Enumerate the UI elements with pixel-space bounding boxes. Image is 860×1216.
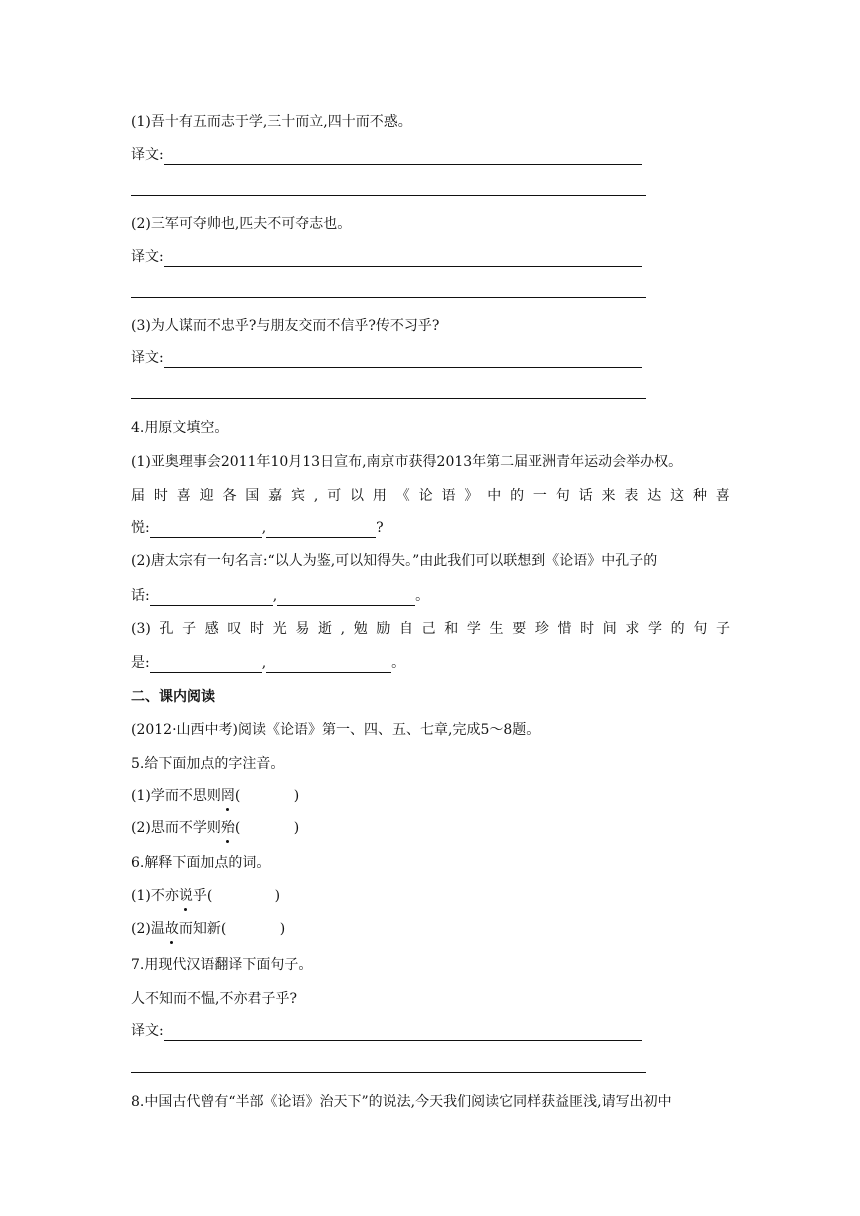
answer-line[interactable] <box>131 297 646 298</box>
period: 。 <box>415 588 430 604</box>
justified-char: 表 <box>624 488 639 504</box>
justified-char: , <box>313 488 319 504</box>
q6-title: 6.解释下面加点的词。 <box>131 855 271 871</box>
comma: , <box>261 655 267 671</box>
fill-blank-2[interactable] <box>266 523 376 538</box>
justified-char: 易 <box>295 621 310 637</box>
q4-item-3-line-1 <box>131 619 730 639</box>
justified-char: 和 <box>444 621 459 637</box>
translation-label: 译文: <box>131 1023 164 1039</box>
q3-item-2-translation <box>131 247 642 267</box>
justified-char: 语 <box>441 488 456 504</box>
justified-char: 宾 <box>291 488 306 504</box>
comma: , <box>261 520 267 536</box>
justified-char: 《 <box>395 488 410 504</box>
justified-char: 生 <box>489 621 504 637</box>
q5-item-1 <box>131 786 299 806</box>
justified-char: 达 <box>647 488 662 504</box>
q6-item-2 <box>131 919 285 939</box>
justified-char: 的 <box>670 621 685 637</box>
period: 。 <box>391 655 406 671</box>
justified-char: 学 <box>466 621 481 637</box>
translation-label: 译文: <box>131 249 164 265</box>
q5-item-2 <box>131 818 299 838</box>
justified-char: 逝 <box>317 621 332 637</box>
justified-char: 孔 <box>159 621 174 637</box>
justified-char: 珍 <box>534 621 549 637</box>
justified-char: 惜 <box>557 621 572 637</box>
translation-label: 译文: <box>131 147 164 163</box>
q4-item-2-line-2 <box>131 586 429 606</box>
dotted-character: 故 <box>164 921 179 937</box>
answer-parens[interactable]: ( ) <box>234 820 300 836</box>
justified-char: 求 <box>625 621 640 637</box>
justified-char: 要 <box>512 621 527 637</box>
q4-item-1-line-3 <box>131 518 384 538</box>
answer-blank[interactable] <box>164 252 642 267</box>
q8-text: 8.中国古代曾有“半部《论语》治天下”的说法,今天我们阅读它同样获益匪浅,请写出初中 <box>131 1094 672 1110</box>
justified-char: 国 <box>245 488 260 504</box>
justified-char: 的 <box>510 488 525 504</box>
justified-char: 学 <box>648 621 663 637</box>
fill-blank-1[interactable] <box>150 523 262 538</box>
justified-char: 时 <box>580 621 595 637</box>
dotted-character: 殆 <box>220 820 235 836</box>
justified-char: 一 <box>532 488 547 504</box>
item-text: (2)温 <box>131 921 165 937</box>
justified-char: 用 <box>372 488 387 504</box>
justified-char: 可 <box>327 488 342 504</box>
line-prefix: 是: <box>131 655 150 671</box>
answer-line[interactable] <box>131 1072 646 1073</box>
line-prefix: 悦: <box>131 520 150 536</box>
item-text: (2)思而不学则 <box>131 820 221 836</box>
item-text: (1)学而不思则 <box>131 788 221 804</box>
answer-parens[interactable]: ( ) <box>234 788 300 804</box>
justified-char: 嘉 <box>268 488 283 504</box>
answer-line[interactable] <box>131 195 646 196</box>
justified-char: 句 <box>555 488 570 504</box>
answer-blank[interactable] <box>164 1026 642 1041</box>
item-text: (1)不亦 <box>131 888 179 904</box>
justified-char: 这 <box>670 488 685 504</box>
justified-char: (3) <box>131 621 151 637</box>
line-prefix: 话: <box>131 588 150 604</box>
justified-char: 论 <box>418 488 433 504</box>
q4-item-1-line-2 <box>131 486 730 506</box>
q3-item-1-translation <box>131 145 642 165</box>
justified-char: 励 <box>376 621 391 637</box>
q7-translation <box>131 1021 642 1041</box>
q3-item-2: (2)三军可夺帅也,匹夫不可夺志也。 <box>131 216 352 232</box>
justified-char: 各 <box>222 488 237 504</box>
q4-item-3-line-2 <box>131 653 405 673</box>
comma: , <box>272 588 278 604</box>
justified-char: 光 <box>272 621 287 637</box>
justified-char: 以 <box>350 488 365 504</box>
q4-item-1-line-1: (1)亚奥理事会2011年10月13日宣布,南京市获得2013年第二届亚洲青年运动会举办权。 <box>131 454 683 470</box>
justified-char: 间 <box>602 621 617 637</box>
justified-char: 己 <box>421 621 436 637</box>
justified-char: 自 <box>398 621 413 637</box>
q5-title: 5.给下面加点的字注音。 <box>131 756 285 772</box>
justified-char: 叹 <box>227 621 242 637</box>
justified-char: 勉 <box>353 621 368 637</box>
dotted-character: 说 <box>178 888 193 904</box>
question-mark: ? <box>376 520 384 536</box>
q7-title: 7.用现代汉语翻译下面句子。 <box>131 957 313 973</box>
answer-blank[interactable] <box>164 353 642 368</box>
translation-label: 译文: <box>131 350 164 366</box>
fill-blank-2[interactable] <box>277 591 415 606</box>
justified-char: 喜 <box>715 488 730 504</box>
q4-item-2-line-1: (2)唐太宗有一句名言:“以人为鉴,可以知得失。”由此我们可以联想到《论语》中孔子的 <box>131 553 658 569</box>
justified-char: 话 <box>578 488 593 504</box>
fill-blank-1[interactable] <box>150 658 262 673</box>
dotted-character: 罔 <box>220 788 235 804</box>
section-heading: 二、课内阅读 <box>131 689 215 705</box>
answer-parens[interactable]: 乎( ) <box>192 888 281 904</box>
justified-char: 》 <box>464 488 479 504</box>
justified-char: 时 <box>153 488 168 504</box>
justified-char: , <box>340 621 346 637</box>
answer-line[interactable] <box>131 398 646 399</box>
q7-sentence: 人不知而不愠,不亦君子乎? <box>131 991 297 1007</box>
q3-item-3-translation <box>131 348 642 368</box>
q3-item-3: (3)为人谋而不忠乎?与朋友交而不信乎?传不习乎? <box>131 318 440 334</box>
justified-char: 感 <box>204 621 219 637</box>
justified-char: 子 <box>182 621 197 637</box>
justified-char: 喜 <box>176 488 191 504</box>
q4-title: 4.用原文填空。 <box>131 420 229 436</box>
answer-blank[interactable] <box>164 150 642 165</box>
answer-parens[interactable]: 而知新( ) <box>178 921 286 937</box>
justified-char: 来 <box>601 488 616 504</box>
justified-char: 子 <box>715 621 730 637</box>
justified-char: 中 <box>487 488 502 504</box>
justified-char: 句 <box>693 621 708 637</box>
fill-blank-2[interactable] <box>266 658 391 673</box>
q3-item-1: (1)吾十有五而志于学,三十而立,四十而不惑。 <box>131 114 412 130</box>
justified-char: 届 <box>131 488 145 504</box>
fill-blank-1[interactable] <box>150 591 273 606</box>
section-intro: (2012·山西中考)阅读《论语》第一、四、五、七章,完成5～8题。 <box>131 722 541 738</box>
justified-char: 迎 <box>199 488 214 504</box>
justified-char: 种 <box>692 488 707 504</box>
q6-item-1 <box>131 886 280 906</box>
justified-char: 时 <box>250 621 265 637</box>
